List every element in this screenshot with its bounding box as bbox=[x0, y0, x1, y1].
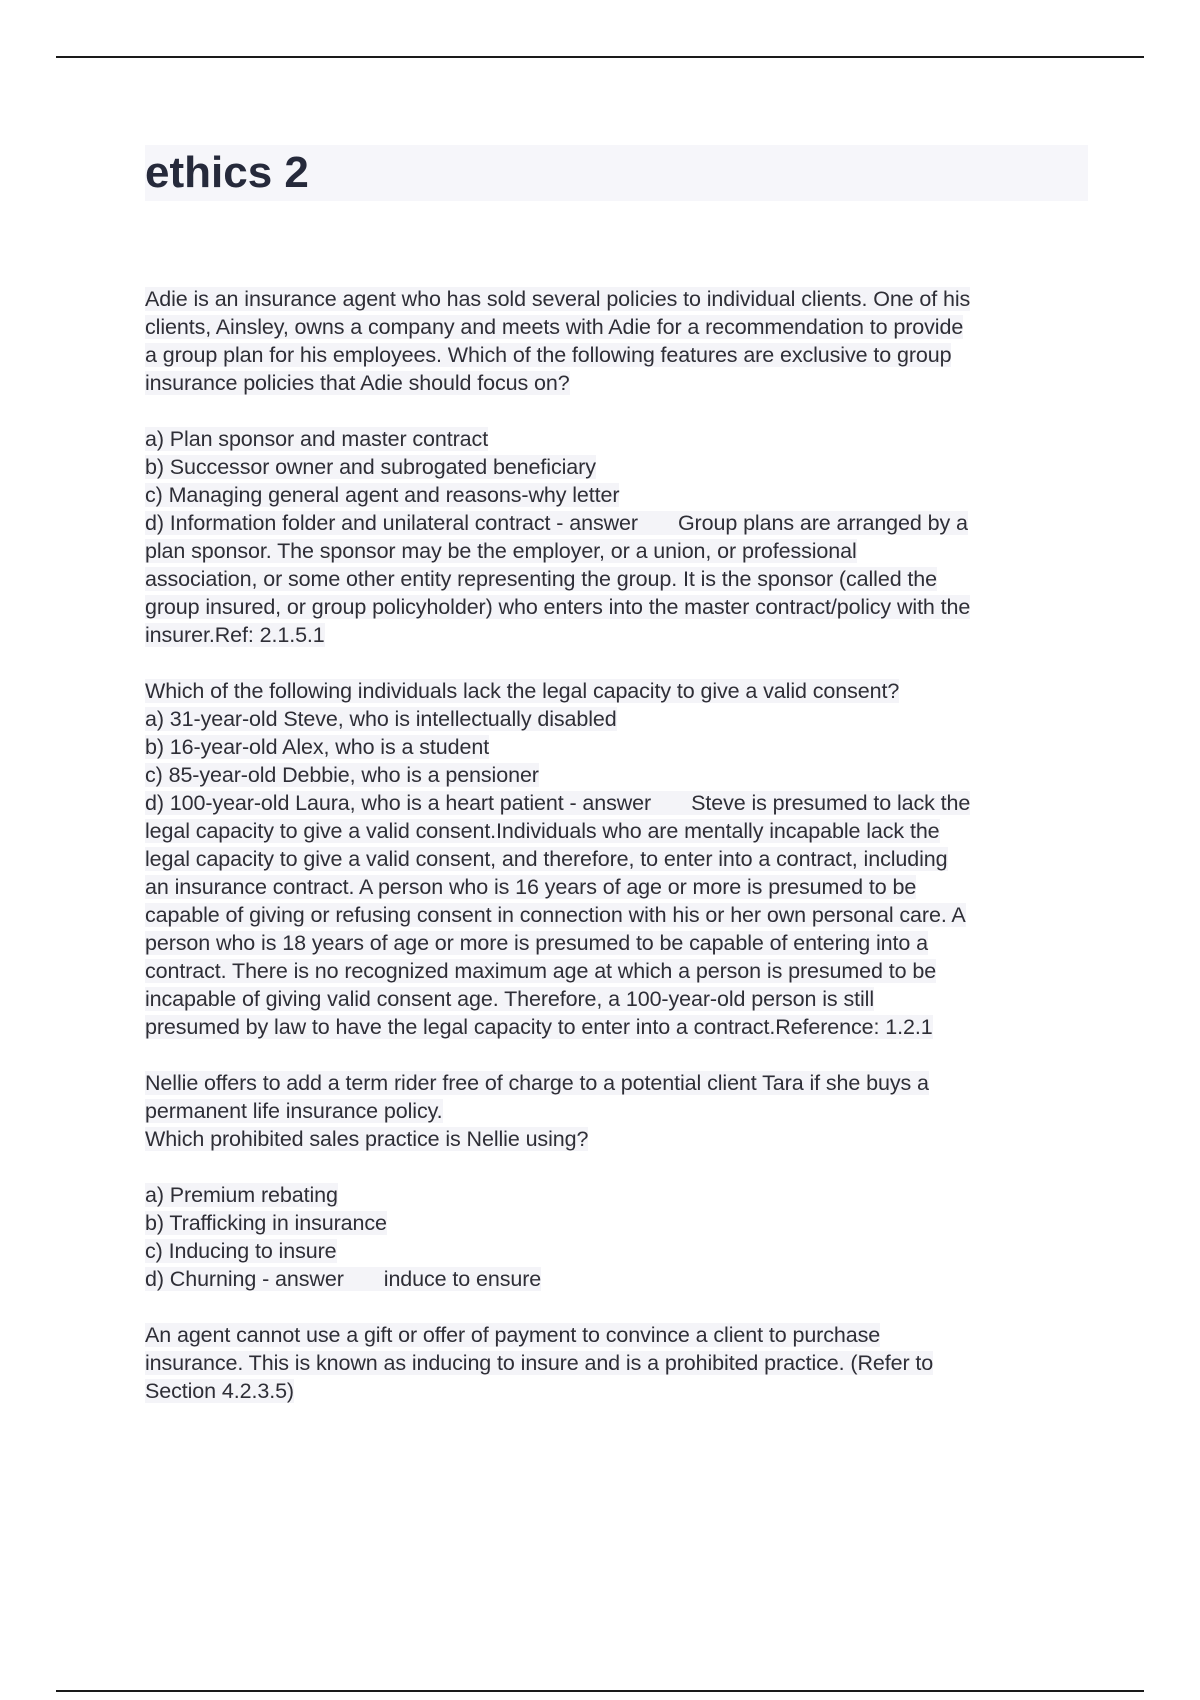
answer-text: Group plans are arranged by a bbox=[677, 511, 968, 535]
explanation-line: presumed by law to have the legal capacity to enter into a contract.Reference: 1.2.1 bbox=[145, 1015, 933, 1039]
explanation-line: legal capacity to give a valid consent, and therefore, to enter into a contract, including bbox=[145, 847, 948, 871]
question-3-note bbox=[145, 1321, 1095, 1405]
option-c: c) 85-year-old Debbie, who is a pensioner bbox=[145, 763, 539, 787]
explanation-line: plan sponsor. The sponsor may be the employer, or a union, or professional bbox=[145, 539, 857, 563]
document-body bbox=[145, 285, 1095, 1433]
option-b: b) 16-year-old Alex, who is a student bbox=[145, 735, 490, 759]
question-1-stem bbox=[145, 285, 1095, 397]
answer-text: induce to ensure bbox=[383, 1267, 542, 1291]
explanation-line: association, or some other entity representing the group. It is the sponsor (called the bbox=[145, 567, 938, 591]
text-line: clients, Ainsley, owns a company and meets with Adie for a recommendation to provide bbox=[145, 315, 964, 339]
question-2-stem: Which of the following individuals lack the legal capacity to give a valid consent? bbox=[145, 679, 900, 703]
note-line: An agent cannot use a gift or offer of payment to convince a client to purchase bbox=[145, 1323, 881, 1347]
option-c: c) Inducing to insure bbox=[145, 1239, 337, 1263]
question-3-stem bbox=[145, 1069, 1095, 1153]
explanation-line: person who is 18 years of age or more is presumed to be capable of entering into a bbox=[145, 931, 928, 955]
question-2 bbox=[145, 677, 1095, 1041]
question-1-options bbox=[145, 425, 1095, 649]
option-a: a) Premium rebating bbox=[145, 1183, 338, 1207]
option-b: b) Trafficking in insurance bbox=[145, 1211, 387, 1235]
explanation-line: capable of giving or refusing consent in connection with his or her own personal care. A bbox=[145, 903, 966, 927]
note-line: insurance. This is known as inducing to insure and is a prohibited practice. (Refer to bbox=[145, 1351, 934, 1375]
explanation-line: insurer.Ref: 2.1.5.1 bbox=[145, 623, 325, 647]
header-rule bbox=[56, 56, 1144, 58]
explanation-line: group insured, or group policyholder) who enters into the master contract/policy with the bbox=[145, 595, 971, 619]
answer-text: Steve is presumed to lack the bbox=[691, 791, 971, 815]
option-d-answer: d) Information folder and unilateral contract - answer bbox=[145, 511, 638, 535]
option-c: c) Managing general agent and reasons-why letter bbox=[145, 483, 620, 507]
option-d-answer: d) Churning - answer bbox=[145, 1267, 344, 1291]
text-line: a group plan for his employees. Which of the following features are exclusive to group bbox=[145, 343, 952, 367]
option-b: b) Successor owner and subrogated beneficiary bbox=[145, 455, 596, 479]
text-line: insurance policies that Adie should focus on? bbox=[145, 371, 570, 395]
option-d-answer: d) 100-year-old Laura, who is a heart patient - answer bbox=[145, 791, 652, 815]
explanation-line: an insurance contract. A person who is 16 years of age or more is presumed to be bbox=[145, 875, 917, 899]
page-title: ethics 2 bbox=[145, 148, 309, 197]
text-line: permanent life insurance policy. bbox=[145, 1099, 443, 1123]
note-line: Section 4.2.3.5) bbox=[145, 1379, 294, 1403]
footer-rule bbox=[56, 1690, 1144, 1692]
option-a: a) Plan sponsor and master contract bbox=[145, 427, 489, 451]
explanation-line: legal capacity to give a valid consent.Individuals who are mentally incapable lack the bbox=[145, 819, 940, 843]
explanation-line: incapable of giving valid consent age. Therefore, a 100-year-old person is still bbox=[145, 987, 875, 1011]
text-line: Nellie offers to add a term rider free of charge to a potential client Tara if she buys a bbox=[145, 1071, 929, 1095]
text-line: Adie is an insurance agent who has sold several policies to individual clients. One of his bbox=[145, 287, 971, 311]
explanation-line: contract. There is no recognized maximum age at which a person is presumed to be bbox=[145, 959, 937, 983]
option-a: a) 31-year-old Steve, who is intellectually disabled bbox=[145, 707, 617, 731]
text-line: Which prohibited sales practice is Nellie using? bbox=[145, 1127, 589, 1151]
question-3-options bbox=[145, 1181, 1095, 1293]
